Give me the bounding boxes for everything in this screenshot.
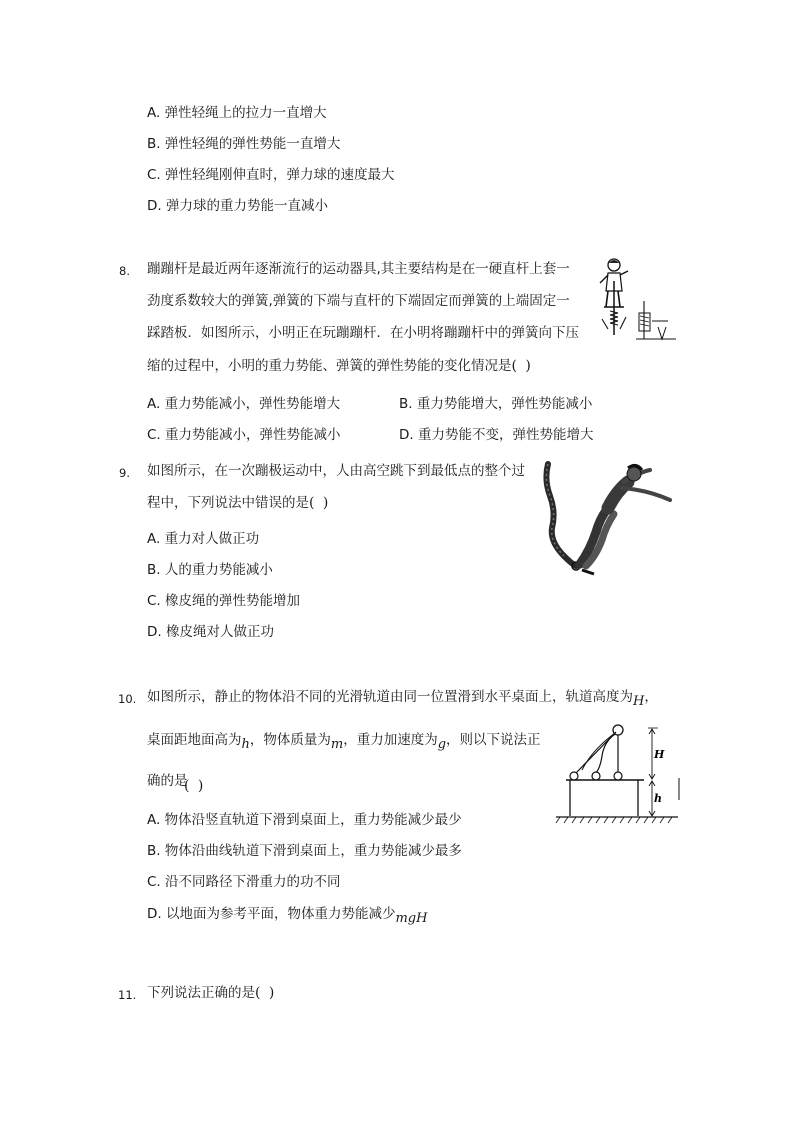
q7-option-a: A. 弹性轻绳上的拉力一直增大 xyxy=(147,105,327,121)
q10-option-d xyxy=(147,905,427,924)
q10-line-2-d: ，则以下说法正 xyxy=(446,732,541,748)
pogo-stick-figure xyxy=(596,255,682,341)
q9-option-c: C. 橡皮绳的弹性势能增加 xyxy=(147,593,301,609)
q8-line-2: 劲度系数较大的弹簧,弹簧的下端与直杆的下端固定而弹簧的上端固定一 xyxy=(147,293,570,309)
q8-option-b: B. 重力势能增大，弹性势能减小 xyxy=(399,396,593,412)
q11-text: 下列说法正确的是 xyxy=(147,985,255,1001)
q10-symbol-m: m xyxy=(330,737,344,752)
q10-line-2-b: ，物体质量为 xyxy=(249,732,331,748)
q10-line-3: 确的是 xyxy=(147,773,188,789)
q8-line-4 xyxy=(147,357,533,375)
q10-line-2-a: 桌面距地面高为 xyxy=(147,732,242,748)
q8-number: 8. xyxy=(119,264,130,278)
q9-option-d: D. 橡皮绳对人做正功 xyxy=(147,624,274,640)
q10-option-d-math: mgH xyxy=(395,911,428,926)
q11-number: 11. xyxy=(118,988,137,1002)
q8-line-3: 踩踏板．如图所示，小明正在玩蹦蹦杆．在小明将蹦蹦杆中的弹簧向下压 xyxy=(147,325,579,341)
q8-option-d: D. 重力势能不变，弹性势能增大 xyxy=(399,427,594,443)
q9-line-2-text: 程中，下列说法中错误的是 xyxy=(147,495,309,511)
q9-number: 9. xyxy=(119,466,130,480)
q10-line-1-comma: ， xyxy=(644,689,658,705)
q7-option-c: C. 弹性轻绳刚伸直时，弹力球的速度最大 xyxy=(147,167,395,183)
q9-option-a: A. 重力对人做正功 xyxy=(147,531,260,547)
q11-line-1 xyxy=(147,984,276,1002)
q9-option-b: B. 人的重力势能减小 xyxy=(147,562,273,578)
q8-answer-paren: ( ) xyxy=(511,358,533,374)
q9-line-2 xyxy=(147,494,330,512)
q10-option-d-text: D. 以地面为参考平面，物体重力势能减少 xyxy=(147,906,396,922)
q7-option-d: D. 弹力球的重力势能一直减小 xyxy=(147,198,328,214)
fig-label-h: h xyxy=(654,792,662,805)
q8-line-4-text: 缩的过程中，小明的重力势能、弹簧的弹性势能的变化情况是 xyxy=(147,358,512,374)
q10-line-1 xyxy=(147,688,658,707)
bungee-jumper-figure xyxy=(538,460,684,578)
q10-option-a: A. 物体沿竖直轨道下滑到桌面上，重力势能减少最少 xyxy=(147,812,462,828)
q10-answer-paren xyxy=(184,777,205,795)
q10-paren-text: ( ) xyxy=(184,778,206,794)
q10-symbol-g: g xyxy=(437,737,447,752)
q8-option-c: C. 重力势能减小，弹性势能减小 xyxy=(147,427,341,443)
q10-line-2-c: ，重力加速度为 xyxy=(343,732,438,748)
q9-answer-paren: ( ) xyxy=(309,495,331,511)
q10-symbol-H: H xyxy=(633,694,645,709)
q10-option-c: C. 沿不同路径下滑重力的功不同 xyxy=(147,874,341,890)
q10-number: 10. xyxy=(118,692,137,706)
fig-label-H: H xyxy=(654,748,665,761)
q10-line-1-text: 如图所示，静止的物体沿不同的光滑轨道由同一位置滑到水平桌面上，轨道高度为 xyxy=(147,689,633,705)
q10-line-2 xyxy=(147,731,541,750)
q9-line-1: 如图所示，在一次蹦极运动中，人由高空跳下到最低点的整个过 xyxy=(147,463,525,479)
tracks-on-table-figure xyxy=(552,720,682,828)
q10-option-b: B. 物体沿曲线轨道下滑到桌面上，重力势能减少最多 xyxy=(147,843,462,859)
q10-symbol-h: h xyxy=(241,737,250,752)
q11-answer-paren: ( ) xyxy=(255,985,277,1001)
q7-option-b: B. 弹性轻绳的弹性势能一直增大 xyxy=(147,136,341,152)
q8-option-a: A. 重力势能减小，弹性势能增大 xyxy=(147,396,341,412)
q8-line-1: 蹦蹦杆是最近两年逐渐流行的运动器具,其主要结构是在一硬直杆上套一 xyxy=(147,261,570,277)
